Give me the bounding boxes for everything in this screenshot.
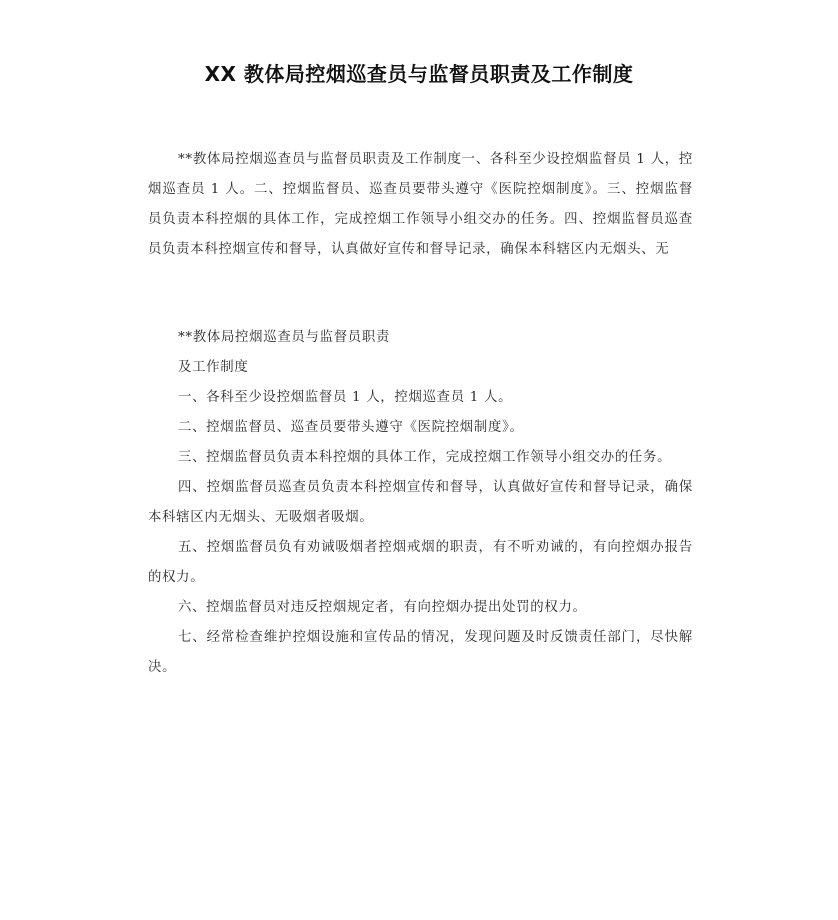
summary-paragraph: **教体局控烟巡查员与监督员职责及工作制度一、各科至少设控烟监督员 1 人，控烟巡查员 1 人。二、控烟监督员、巡查员要带头遵守《医院控烟制度》。三、控烟监督员负责本科控烟的具体工作，完成控烟工作领导小组交办的任务。四、控烟监督员巡查员负责本科控烟宣传和督导，认真做好宣传和督导记录，确保本科辖区内无烟头、无 bbox=[148, 152, 693, 257]
rule-item-4: 四、控烟监督员巡查员负责本科控烟宣传和督导，认真做好宣传和督导记录，确保本科辖区内无烟头、无吸烟者吸烟。 bbox=[148, 480, 693, 525]
rule-item-7: 七、经常检查维护控烟设施和宣传品的情况，发现问题及时反馈责任部门，尽快解决。 bbox=[148, 630, 693, 675]
rule-item-2: 二、控烟监督员、巡查员要带头遵守《医院控烟制度》。 bbox=[178, 420, 524, 435]
rule-item-6: 六、控烟监督员对违反控烟规定者，有向控烟办提出处罚的权力。 bbox=[178, 600, 587, 615]
section-heading-line-2: 及工作制度 bbox=[178, 360, 249, 375]
rule-item-3: 三、控烟监督员负责本科控烟的具体工作，完成控烟工作领导小组交办的任务。 bbox=[178, 450, 672, 465]
rule-item-1: 一、各科至少设控烟监督员 1 人，控烟巡查员 1 人。 bbox=[178, 390, 513, 405]
document-title: XX 教体局控烟巡查员与监督员职责及工作制度 bbox=[204, 62, 634, 86]
section-heading-line-1: **教体局控烟巡查员与监督员职责 bbox=[178, 330, 391, 345]
rule-item-5: 五、控烟监督员负有劝诫吸烟者控烟戒烟的职责，有不听劝诫的，有向控烟办报告的权力。 bbox=[148, 540, 693, 585]
main-content bbox=[148, 323, 693, 683]
